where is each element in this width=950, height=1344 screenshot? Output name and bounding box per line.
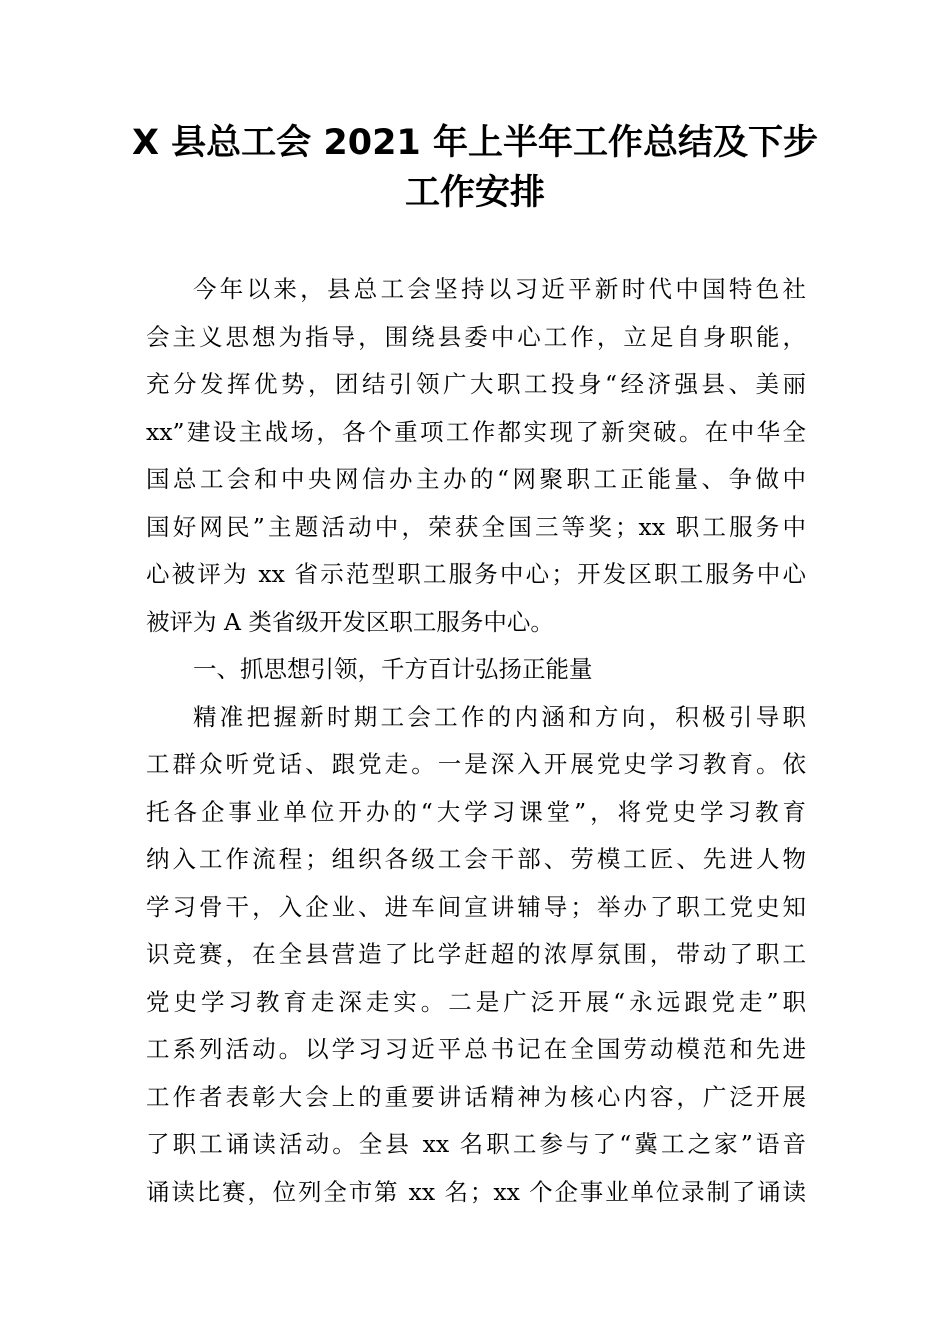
paragraph-line: 国好网民”主题活动中，荣获全国三等奖；xx 职工服务中 [146,512,806,541]
paragraph-line: 识竞赛，在全县营造了比学赶超的浓厚氛围，带动了职工 [146,940,806,968]
document-title [120,118,830,218]
paragraph-line: 今年以来，县总工会坚持以习近平新时代中国特色社 [193,275,806,303]
paragraph-line: xx”建设主战场，各个重项工作都实现了新突破。在中华全 [146,417,806,446]
paragraph-line: 国总工会和中央网信办主办的“网聚职工正能量、争做中 [146,465,806,493]
paragraph-line: 工系列活动。以学习习近平总书记在全国劳动模范和先进 [146,1035,806,1063]
paragraph-line: 会主义思想为指导，围绕县委中心工作，立足自身职能， [146,322,806,351]
paragraph-line: 诵读比赛，位列全市第 xx 名；xx 个企事业单位录制了诵读 [146,1177,806,1206]
title-line: 工作安排 [404,173,545,213]
paragraph-line: 托各企事业单位开办的“大学习课堂”，将党史学习教育 [146,797,806,826]
paragraph-line: 充分发挥优势，团结引领广大职工投身“经济强县、美丽 [146,370,806,398]
paragraph-line: 党史学习教育走深走实。二是广泛开展“永远跟党走”职 [146,987,806,1016]
document-body [146,266,806,1216]
paragraph-line: 精准把握新时期工会工作的内涵和方向，积极引导职 [193,702,806,731]
paragraph-line: 心被评为 xx 省示范型职工服务中心；开发区职工服务中心 [146,560,806,588]
paragraph-line: 纳入工作流程；组织各级工会干部、劳模工匠、先进人物 [146,845,806,873]
paragraph-line: 了职工诵读活动。全县 xx 名职工参与了“冀工之家”语音 [146,1130,806,1158]
paragraph-line: 学习骨干，入企业、进车间宣讲辅导；举办了职工党史知 [146,892,806,921]
paragraph-line: 被评为 A 类省级开发区职工服务中心。 [146,607,554,636]
paragraph-line: 工群众听党话、跟党走。一是深入开展党史学习教育。依 [146,750,806,778]
section-heading: 一、抓思想引领，千方百计弘扬正能量 [193,655,593,683]
paragraph-line: 工作者表彰大会上的重要讲话精神为核心内容，广泛开展 [146,1082,806,1111]
title-line: X 县总工会 2021 年上半年工作总结及下步 [132,123,818,163]
